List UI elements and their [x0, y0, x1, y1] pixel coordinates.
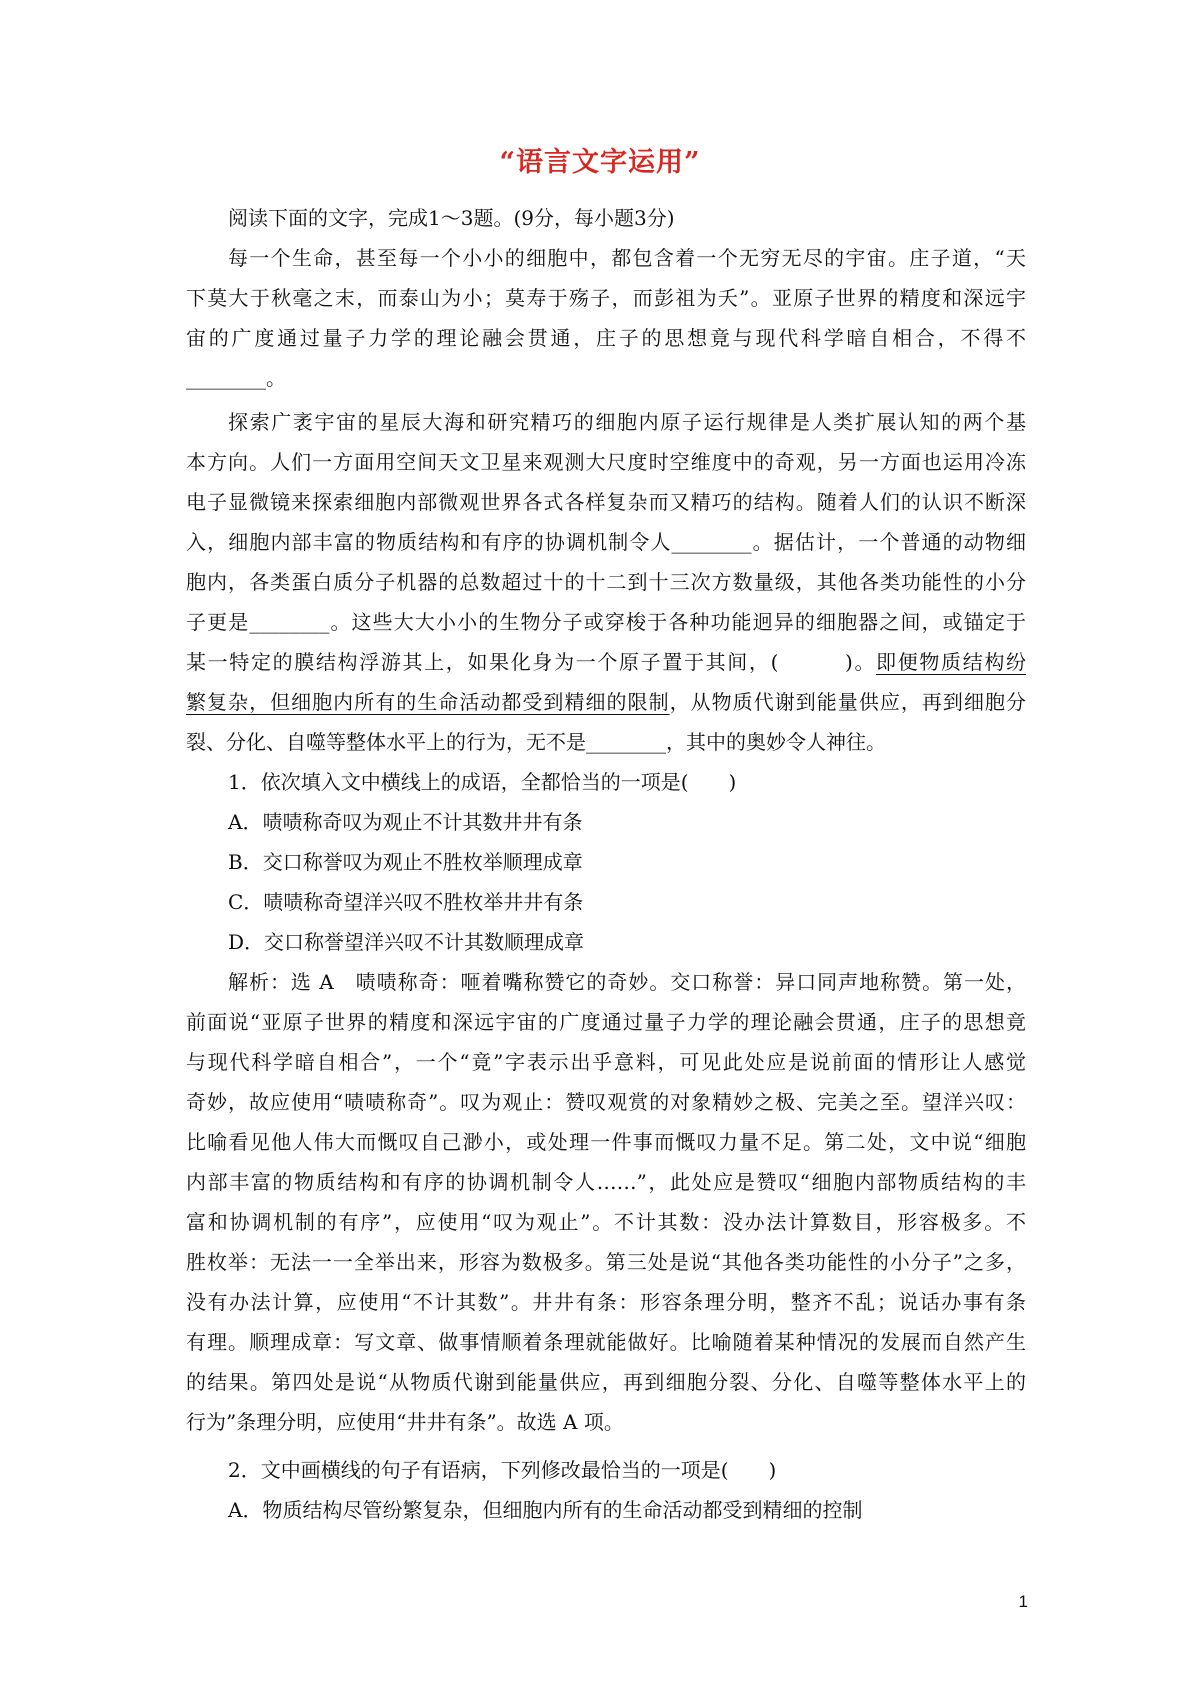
- paragraph-line: ________。: [186, 366, 286, 390]
- question-stem: 1．依次填入文中横线上的成语，全都恰当的一项是( ): [228, 770, 737, 794]
- analysis-line: 与现代科学暗自相合”，一个“竟”字表示出乎意料，可见此处应是说前面的情形让人感觉: [186, 1050, 1026, 1074]
- underlined-sentence: 即便物质结构纷: [876, 650, 1026, 674]
- answer-option: A．啧啧称奇叹为观止不计其数井井有条: [228, 810, 583, 834]
- answer-analysis: [186, 962, 1026, 1442]
- analysis-line: 前面说“亚原子世界的精度和深远宇宙的广度通过量子力学的理论融会贯通，庄子的思想竟: [186, 1010, 1026, 1034]
- document-title: “语言文字运用”: [499, 147, 701, 178]
- paragraph-line: 探索广袤宇宙的星辰大海和研究精巧的细胞内原子运行规律是人类扩展认知的两个基: [228, 410, 1026, 434]
- paragraph-line: 每一个生命，甚至每一个小小的细胞中，都包含着一个无穷无尽的宇宙。庄子道，“天: [228, 246, 1026, 270]
- paragraph-line: 裂、分化、自噬等整体水平上的行为，无不是________，其中的奥妙令人神往。: [186, 730, 886, 754]
- reading-instruction: 阅读下面的文字，完成1～3题。(9分，每小题3分): [228, 206, 675, 230]
- analysis-line: 比喻看见他人伟大而慨叹自己渺小，或处理一件事而慨叹力量不足。第二处，文中说“细胞: [186, 1130, 1026, 1154]
- analysis-line: 的结果。第四处是说“从物质代谢到能量供应，再到细胞分裂、分化、自噬等整体水平上的: [186, 1370, 1026, 1394]
- page-number: 1: [1018, 1592, 1028, 1611]
- answer-option: A．物质结构尽管纷繁复杂，但细胞内所有的生命活动都受到精细的控制: [228, 1498, 863, 1522]
- paragraph-line: 宙的广度通过量子力学的理论融会贯通，庄子的思想竟与现代科学暗自相合，不得不: [186, 326, 1026, 350]
- paragraph-line: 电子显微镜来探索细胞内部微观世界各式各样复杂而又精巧的结构。随着人们的认识不断深: [186, 490, 1026, 514]
- analysis-line: 胜枚举：无法一一全举出来，形容为数极多。第三处是说“其他各类功能性的小分子”之多，: [186, 1250, 1026, 1274]
- analysis-line: 内部丰富的物质结构和有序的协调机制令人……”，此处应是赞叹“细胞内部物质结构的丰: [186, 1170, 1026, 1194]
- passage-paragraph-2: [186, 402, 1026, 762]
- answer-option: B．交口称誉叹为观止不胜枚举顺理成章: [228, 850, 583, 874]
- paragraph-line: 入，细胞内部丰富的物质结构和有序的协调机制令人________。据估计，一个普通的动物细: [186, 530, 1026, 554]
- paragraph-line: 子更是________。这些大大小小的生物分子或穿梭于各种功能迥异的细胞器之间，或锚定于: [186, 610, 1026, 634]
- document-body: [186, 198, 1026, 1530]
- question-2: [186, 1450, 1026, 1530]
- analysis-line: 解析：选 A 啧啧称奇：咂着嘴称赞它的奇妙。交口称誉：异口同声地称赞。第一处，: [228, 970, 1026, 994]
- analysis-line: 行为”条理分明，应使用“井井有条”。故选 A 项。: [186, 1410, 624, 1434]
- paragraph-line: 胞内，各类蛋白质分子机器的总数超过十的十二到十三次方数量级，其他各类功能性的小分: [186, 570, 1026, 594]
- paragraph-line: [186, 642, 1026, 682]
- analysis-line: 没有办法计算，应使用“不计其数”。井井有条：形容条理分明，整齐不乱；说话办事有条: [186, 1290, 1026, 1314]
- paragraph-line: 本方向。人们一方面用空间天文卫星来观测大尺度时空维度中的奇观，另一方面也运用冷冻: [186, 450, 1026, 474]
- analysis-line: 富和协调机制的有序”，应使用“叹为观止”。不计其数：没办法计算数目，形容极多。不: [186, 1210, 1026, 1234]
- paragraph-line: 下莫大于秋毫之末，而泰山为小；莫寿于殇子，而彭祖为夭”。亚原子世界的精度和深远宇: [186, 286, 1026, 310]
- paragraph-line: [186, 682, 1026, 722]
- paragraph-text: ，从物质代谢到能量供应，再到细胞分: [669, 690, 1026, 714]
- passage-paragraph-1: [186, 238, 1026, 398]
- underlined-sentence: 繁复杂，但细胞内所有的生命活动都受到精细的限制: [186, 690, 670, 714]
- paragraph-text: 某一特定的膜结构浮游其上，如果化身为一个原子置于其间，( )。: [186, 650, 877, 674]
- analysis-line: 奇妙，故应使用“啧啧称奇”。叹为观止：赞叹观赏的对象精妙之极、完美之至。望洋兴叹：: [186, 1090, 1026, 1114]
- answer-option: D．交口称誉望洋兴叹不计其数顺理成章: [228, 930, 585, 954]
- question-1: [186, 762, 1026, 962]
- analysis-line: 有理。顺理成章：写文章、做事情顺着条理就能做好。比喻随着某种情况的发展而自然产生: [186, 1330, 1026, 1354]
- answer-option: C．啧啧称奇望洋兴叹不胜枚举井井有条: [228, 890, 584, 914]
- question-stem: 2．文中画横线的句子有语病，下列修改最恰当的一项是( ): [228, 1458, 777, 1482]
